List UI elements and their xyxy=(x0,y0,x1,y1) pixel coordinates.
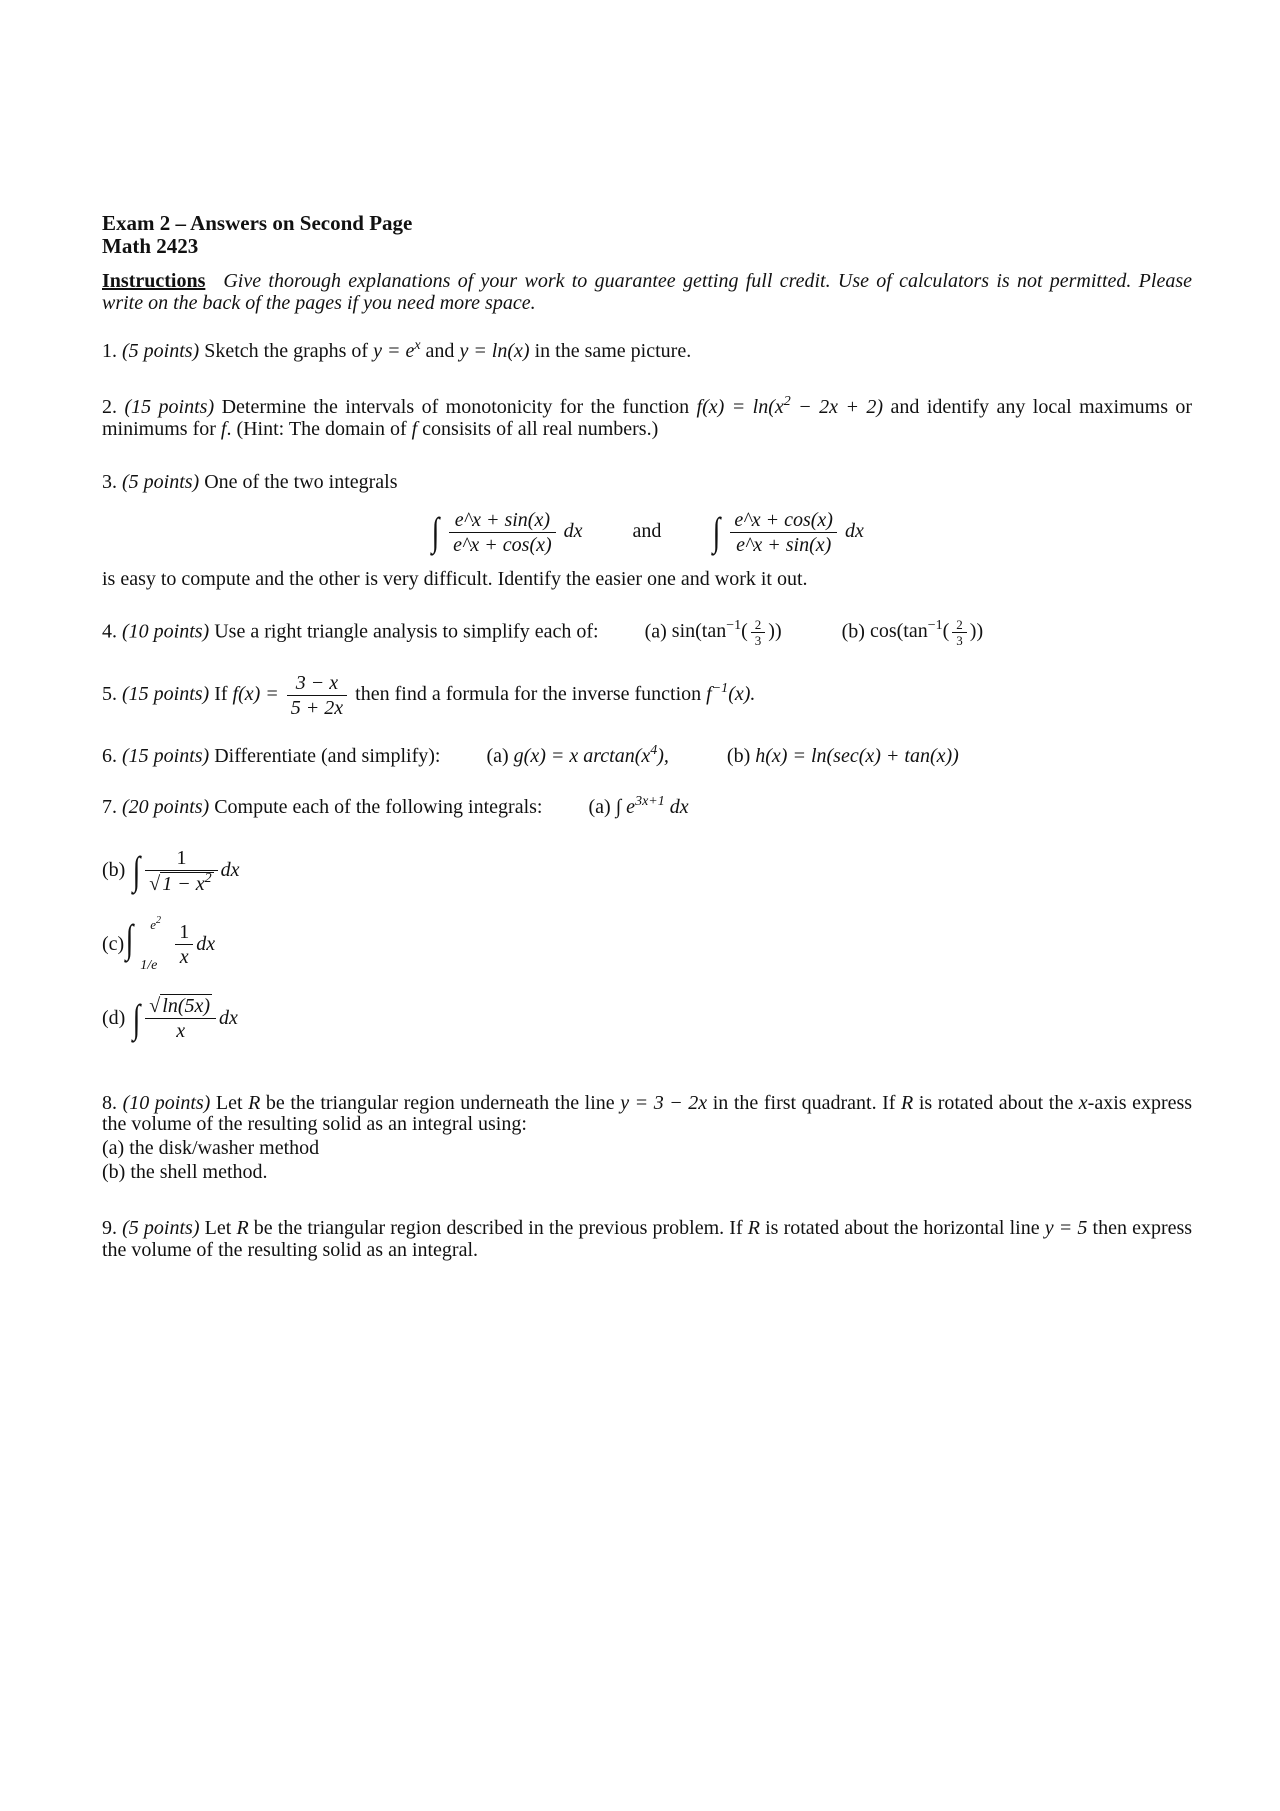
q6-part-a xyxy=(513,742,669,767)
q8-text-3: in the first quadrant. If xyxy=(712,1091,896,1114)
q8-part-b: (b) the shell method. xyxy=(102,1161,268,1184)
q1-points: (5 points) xyxy=(122,339,200,362)
q3-text-end: is easy to compute and the other is very difficult. Identify the easier one and work it out. xyxy=(102,567,808,590)
q3-int2-denominator: e^x + sin(x) xyxy=(736,533,832,556)
q4-number: 4. xyxy=(102,620,117,643)
q2-hint-f: f xyxy=(411,417,418,440)
q7-part-b-dx: dx xyxy=(220,859,240,882)
q7-part-c-label: (c) xyxy=(102,933,125,956)
q1-eq1-base: y = e xyxy=(373,339,415,362)
q4-text: Use a right triangle analysis to simplify each of: xyxy=(214,620,599,643)
q2-fx: f(x) = ln(x xyxy=(696,396,784,419)
q9-number: 9. xyxy=(102,1217,117,1240)
q5-number: 5. xyxy=(102,682,117,705)
question-8 xyxy=(102,1093,1192,1184)
q4-frac-num-b: 2 xyxy=(952,617,967,634)
q1-and: and xyxy=(425,339,455,362)
q3-and: and xyxy=(632,520,662,542)
q7-part-c xyxy=(102,913,1192,977)
integral-sign: ∫ xyxy=(431,509,440,555)
q7-part-b-fraction xyxy=(145,846,217,896)
question-6 xyxy=(102,742,1192,770)
q6-text: Differentiate (and simplify): xyxy=(214,744,441,767)
q8-part-a: (a) the disk/washer method xyxy=(102,1137,320,1160)
q7-part-a-base: e xyxy=(626,796,636,819)
q3-int1-numerator: e^x + sin(x) xyxy=(449,508,556,533)
q5-fx: f(x) = xyxy=(232,682,279,705)
q3-integral-2 xyxy=(730,508,837,557)
q8-region-2: R xyxy=(901,1091,914,1114)
exam-header xyxy=(102,212,1192,257)
q7-part-b-sup: 2 xyxy=(204,870,212,886)
q4-frac-num: 2 xyxy=(751,617,766,634)
q7-part-d-dx: dx xyxy=(219,1007,238,1030)
q7-part-c-num: 1 xyxy=(175,920,193,945)
instructions xyxy=(102,271,1192,314)
q3-int1-denominator: e^x + cos(x) xyxy=(453,533,552,556)
q7-part-b-num: 1 xyxy=(145,846,217,871)
q9-points: (5 points) xyxy=(122,1217,200,1240)
q5-finv-sup: −1 xyxy=(711,680,729,696)
q3-int2-numerator: e^x + cos(x) xyxy=(730,508,837,533)
q6-part-a-sup: 4 xyxy=(650,742,658,758)
question-7 xyxy=(102,793,1192,821)
q7-part-c-fraction xyxy=(175,920,193,969)
integral-sign: ∫ xyxy=(713,509,721,555)
course-name: Math 2423 xyxy=(102,233,199,258)
q7-part-d-den: x xyxy=(176,1020,186,1043)
exam-title: Exam 2 – Answers on Second Page xyxy=(102,211,413,235)
q5-frac-den: 5 + 2x xyxy=(290,696,344,719)
q7-part-d-radicand: ln(5x) xyxy=(162,995,211,1018)
q5-frac-num: 3 − x xyxy=(287,671,347,696)
q8-line: y = 3 − 2x xyxy=(620,1091,708,1114)
q1-eq2: y = ln(x) xyxy=(459,339,530,362)
integral-sign: ∫ xyxy=(132,995,141,1041)
q7-part-a-integral-sign: ∫ xyxy=(615,796,622,819)
q7-part-b xyxy=(102,839,1192,903)
q4-fraction-b xyxy=(952,617,967,649)
q4-frac-den-b: 3 xyxy=(956,633,963,649)
q7-part-b-label: (b) xyxy=(102,859,126,882)
q4-part-a-fn: sin(tan xyxy=(671,620,727,643)
q8-text: Let xyxy=(215,1091,243,1114)
q7-part-c-upper-sup: 2 xyxy=(155,914,161,926)
q1-eq1-sup: x xyxy=(414,337,421,353)
q5-finv: f xyxy=(706,682,712,705)
q2-f: f xyxy=(220,417,227,440)
q9-line: y = 5 xyxy=(1044,1217,1088,1240)
q7-part-b-radicand: 1 − x xyxy=(162,872,205,895)
q6-part-a-label: (a) xyxy=(486,744,509,767)
question-3 xyxy=(102,470,1192,496)
q3-integrals xyxy=(102,508,1192,557)
q6-part-a-end: ), xyxy=(657,744,669,767)
q2-number: 2. xyxy=(102,396,117,419)
q9-text: Let xyxy=(204,1217,232,1240)
q7-part-c-upper-base: e xyxy=(150,916,156,932)
q1-eq1 xyxy=(373,337,421,362)
q7-part-c-definite-integral xyxy=(124,915,172,975)
q7-part-a-label: (a) xyxy=(588,796,611,819)
q6-number: 6. xyxy=(102,744,117,767)
q4-inv-sup: −1 xyxy=(726,618,742,634)
q7-text: Compute each of the following integrals: xyxy=(214,796,543,819)
q7-part-a-dx: dx xyxy=(669,796,689,819)
instructions-text: Give thorough explanations of your work to guarantee getting full credit. Use of calculators is not permitted. Please write on the back of the pages if you need more space. xyxy=(102,270,1192,314)
q5-inverse xyxy=(706,680,756,705)
q5-fraction xyxy=(287,671,347,720)
q7-part-d-label: (d) xyxy=(102,1007,126,1030)
q2-hint: . (Hint: The domain of xyxy=(226,417,407,440)
question-4 xyxy=(102,617,1192,649)
q2-points: (15 points) xyxy=(124,396,215,419)
q7-part-a-sup: 3x+1 xyxy=(635,794,665,810)
q8-parts xyxy=(102,1136,1192,1184)
q4-part-a-label: (a) xyxy=(644,620,667,643)
question-2 xyxy=(102,394,1192,440)
q9-text-4: then express the volume of the resulting solid as an integral. xyxy=(102,1217,1193,1261)
question-5 xyxy=(102,671,1192,720)
q3-text: One of the two integrals xyxy=(204,471,398,494)
q4-points: (10 points) xyxy=(122,620,210,643)
q3-points: (5 points) xyxy=(122,471,200,494)
q7-part-d xyxy=(102,987,1192,1051)
q5-points: (15 points) xyxy=(122,682,210,705)
q4-frac-den: 3 xyxy=(754,633,762,649)
q8-number: 8. xyxy=(102,1091,117,1114)
q6-part-b: h(x) = ln(sec(x) + tan(x)) xyxy=(755,744,959,767)
q5-finv-rest: (x). xyxy=(728,682,756,705)
q7-part-d-num: √ ln(5x) xyxy=(145,994,216,1019)
q8-text-4: is rotated about the xyxy=(918,1091,1074,1114)
q4-part-a: $\sin(\tan^{-1}$( $\frac{2}{3}$ )) xyxy=(671,616,782,649)
q3-dx-2: dx xyxy=(844,520,864,542)
q7-part-a xyxy=(616,796,689,818)
q2-fx-sup: 2 xyxy=(783,394,791,410)
q6-points: (15 points) xyxy=(122,744,210,767)
q2-text-2: and identify any local maximums or minimums for xyxy=(102,396,1193,440)
q3-number: 3. xyxy=(102,471,117,494)
q8-x-axis: x xyxy=(1078,1091,1088,1114)
q8-region: R xyxy=(248,1091,261,1114)
q7-number: 7. xyxy=(102,796,117,819)
q8-text-2: be the triangular region underneath the line xyxy=(265,1091,615,1114)
q5-text-2: then find a formula for the inverse function xyxy=(355,682,702,705)
q7-part-c-den: x xyxy=(179,946,189,969)
q1-number: 1. xyxy=(102,339,117,362)
q9-region-2: R xyxy=(747,1217,760,1240)
q9-text-2: be the triangular region described in the previous problem. If xyxy=(253,1217,743,1240)
q9-region: R xyxy=(236,1217,249,1240)
instructions-label: Instructions xyxy=(102,270,206,293)
q9-text-3: is rotated about the horizontal line xyxy=(765,1217,1040,1240)
q3-dx-1: dx xyxy=(563,520,583,542)
q4-inv-sup-b: −1 xyxy=(927,618,943,634)
q2-hint-end: consisits of all real numbers.) xyxy=(422,417,659,440)
q1-text-end: in the same picture. xyxy=(534,339,692,362)
integral-sign: ∫ xyxy=(132,847,141,893)
q7-part-b-den: √ $1 - x^2$ xyxy=(149,870,212,895)
q8-points: (10 points) xyxy=(122,1091,211,1114)
q1-text: Sketch the graphs of xyxy=(204,339,369,362)
q4-close: )) xyxy=(768,620,782,643)
q7-part-c-upper-limit xyxy=(150,915,161,934)
q4-part-b: $\cos(\tan^{-1}$( $\frac{2}{3}$ )) xyxy=(869,616,984,649)
q2-fx-rest: − 2x + 2) xyxy=(790,396,884,419)
q6-part-a-fn: g(x) = x arctan(x xyxy=(513,744,651,767)
exam-page xyxy=(102,212,1192,1261)
q3-integral-1 xyxy=(449,508,556,557)
question-9 xyxy=(102,1218,1192,1261)
q4-part-b-fn: cos(tan xyxy=(869,620,928,643)
q6-part-b-label: (b) xyxy=(726,744,751,767)
question-1 xyxy=(102,337,1192,365)
q7-part-c-dx: dx xyxy=(196,933,216,956)
q5-text: If xyxy=(214,682,228,705)
q4-part-b-label: (b) xyxy=(841,620,865,643)
q4-close-b: )) xyxy=(969,620,984,643)
q7-points: (20 points) xyxy=(122,796,210,819)
q4-fraction xyxy=(751,617,766,649)
integral-sign: ∫ xyxy=(125,915,134,961)
q7-part-d-fraction xyxy=(145,994,216,1043)
q2-text: Determine the intervals of monotonicity for the function xyxy=(221,396,690,419)
q7-part-c-lower-limit: 1/e xyxy=(140,957,158,973)
q8-text-5: -axis express the volume of the resulting solid as an integral using: xyxy=(102,1091,1193,1136)
q2-function xyxy=(697,396,884,418)
